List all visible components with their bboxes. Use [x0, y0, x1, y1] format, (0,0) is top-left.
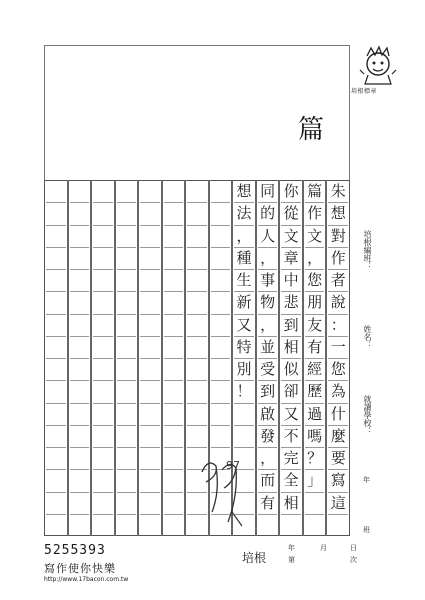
grid-row-line: [140, 514, 160, 515]
grid-row-line: [305, 447, 325, 448]
logo-caption: 培根標章: [351, 88, 378, 95]
grid-row-line: [70, 403, 90, 404]
grid-column-line: [278, 180, 280, 536]
essay-character: 你: [283, 182, 299, 201]
essay-character: ，: [260, 315, 276, 334]
grid-row-line: [258, 269, 278, 270]
grid-row-line: [46, 247, 66, 248]
grid-row-line: [187, 225, 207, 226]
essay-character: 為: [330, 382, 346, 401]
grid-row-line: [164, 358, 184, 359]
grid-row-line: [258, 469, 278, 470]
grid-row-line: [93, 269, 113, 270]
grid-row-line: [234, 202, 254, 203]
essay-character: 法: [236, 204, 252, 223]
grid-column-line: [90, 180, 92, 536]
essay-character: 對: [330, 226, 346, 245]
essay-character: 作: [330, 248, 346, 267]
grid-row-line: [140, 247, 160, 248]
grid-row-line: [46, 291, 66, 292]
grid-row-line: [46, 269, 66, 270]
grid-row-line: [140, 314, 160, 315]
grid-row-line: [281, 314, 301, 315]
grid-row-line: [164, 247, 184, 248]
essay-character: 又: [236, 315, 252, 334]
essay-character: 發: [260, 426, 276, 445]
grid-row-line: [305, 425, 325, 426]
essay-character: 似: [283, 360, 299, 379]
essay-character: 有: [260, 493, 276, 512]
essay-character: 到: [260, 382, 276, 401]
essay-character: 的: [260, 204, 276, 223]
grid-row-line: [281, 247, 301, 248]
essay-character: 而: [260, 471, 276, 490]
essay-character: ，: [236, 226, 252, 245]
essay-character: 寫: [330, 471, 346, 490]
grid-row-line: [117, 225, 137, 226]
grid-row-line: [46, 514, 66, 515]
grid-row-line: [258, 247, 278, 248]
grid-row-line: [70, 425, 90, 426]
grid-row-line: [305, 336, 325, 337]
grid-row-line: [211, 336, 231, 337]
essay-title: 篇: [298, 115, 325, 145]
grid-row-line: [93, 469, 113, 470]
grid-row-line: [211, 403, 231, 404]
grid-row-line: [281, 447, 301, 448]
header-frame: [44, 45, 350, 180]
essay-character: 想: [330, 204, 346, 223]
signature-text: 培根: [242, 551, 267, 565]
grid-row-line: [211, 202, 231, 203]
grid-row-line: [328, 247, 348, 248]
grid-row-line: [46, 403, 66, 404]
date-day-label: 日: [350, 544, 357, 552]
grid-row-line: [258, 380, 278, 381]
grid-row-line: [93, 247, 113, 248]
essay-character: 想: [236, 182, 252, 201]
grid-row-line: [258, 291, 278, 292]
grid-row-line: [164, 492, 184, 493]
grid-row-line: [117, 492, 137, 493]
grid-row-line: [140, 202, 160, 203]
grid-row-line: [328, 314, 348, 315]
essay-character: ，: [260, 248, 276, 267]
essay-character: 篇: [307, 182, 323, 201]
essay-character: 朋: [307, 293, 323, 312]
grid-row-line: [305, 514, 325, 515]
grid-row-line: [93, 492, 113, 493]
grid-row-line: [305, 403, 325, 404]
grid-row-line: [258, 447, 278, 448]
grid-row-line: [281, 291, 301, 292]
essay-character: 完: [283, 449, 299, 468]
grid-row-line: [46, 447, 66, 448]
grid-column-line: [137, 180, 139, 536]
score-value: 97: [226, 459, 240, 472]
essay-character: 過: [307, 404, 323, 423]
grid-column-line: [114, 180, 116, 536]
grid-row-line: [305, 358, 325, 359]
grid-row-line: [305, 492, 325, 493]
grid-row-line: [93, 291, 113, 292]
essay-character: ？: [307, 449, 323, 468]
grid-row-line: [70, 469, 90, 470]
grid-row-line: [46, 314, 66, 315]
grid-row-line: [46, 492, 66, 493]
grid-row-line: [70, 358, 90, 359]
grid-row-line: [328, 403, 348, 404]
grid-row-line: [187, 336, 207, 337]
grid-column-line: [325, 180, 327, 536]
grid-column-line: [302, 180, 304, 536]
grid-row-line: [187, 447, 207, 448]
grid-row-line: [211, 314, 231, 315]
grid-row-line: [328, 514, 348, 515]
grid-row-line: [258, 425, 278, 426]
essay-character: 相: [283, 337, 299, 356]
grid-row-line: [117, 514, 137, 515]
grid-row-line: [281, 514, 301, 515]
grid-row-line: [211, 291, 231, 292]
essay-character: ：: [330, 315, 346, 334]
essay-character: 友: [307, 315, 323, 334]
grid-row-line: [46, 225, 66, 226]
grid-row-line: [46, 425, 66, 426]
grid-row-line: [117, 291, 137, 292]
grid-row-line: [117, 358, 137, 359]
essay-character: 者: [330, 271, 346, 290]
grid-row-line: [305, 380, 325, 381]
grid-row-line: [258, 314, 278, 315]
grid-row-line: [93, 403, 113, 404]
essay-character: 什: [330, 404, 346, 423]
grid-row-line: [234, 336, 254, 337]
grid-row-line: [46, 358, 66, 359]
name-label: 姓名：: [363, 325, 372, 349]
grid-row-line: [211, 425, 231, 426]
grid-row-line: [140, 380, 160, 381]
grid-row-line: [328, 269, 348, 270]
grid-row-line: [70, 291, 90, 292]
grid-row-line: [164, 269, 184, 270]
grid-row-line: [164, 425, 184, 426]
grid-row-line: [187, 314, 207, 315]
grid-row-line: [281, 269, 301, 270]
essay-character: 受: [260, 360, 276, 379]
essay-character: 啟: [260, 404, 276, 423]
grid-row-line: [117, 314, 137, 315]
grid-row-line: [117, 447, 137, 448]
essay-character: 歷: [307, 382, 323, 401]
grid-row-line: [46, 380, 66, 381]
grid-row-line: [140, 269, 160, 270]
essay-character: 文: [307, 226, 323, 245]
grid-row-line: [305, 314, 325, 315]
grid-row-line: [70, 514, 90, 515]
grid-row-line: [234, 247, 254, 248]
grid-row-line: [281, 403, 301, 404]
grid-row-line: [93, 358, 113, 359]
grid-row-line: [281, 380, 301, 381]
grid-row-line: [281, 202, 301, 203]
essay-character: 並: [260, 337, 276, 356]
grid-row-line: [187, 269, 207, 270]
grid-row-line: [46, 469, 66, 470]
grid-row-line: [328, 225, 348, 226]
essay-character: 嗎: [307, 426, 323, 445]
grid-row-line: [93, 447, 113, 448]
grid-row-line: [140, 469, 160, 470]
essay-character: 生: [236, 271, 252, 290]
grid-row-line: [258, 225, 278, 226]
grid-row-line: [164, 514, 184, 515]
essay-character: 這: [330, 493, 346, 512]
essay-character: 作: [307, 204, 323, 223]
website-url: http://www.17bacon.com.tw: [44, 576, 129, 583]
grid-row-line: [140, 403, 160, 404]
essay-character: 麼: [330, 426, 346, 445]
grid-row-line: [117, 336, 137, 337]
grid-row-line: [281, 225, 301, 226]
essay-character: 要: [330, 449, 346, 468]
grid-row-line: [234, 358, 254, 359]
year-label: 年: [363, 476, 370, 484]
grid-row-line: [305, 225, 325, 226]
essay-character: 經: [307, 360, 323, 379]
grid-row-line: [305, 469, 325, 470]
essay-character: 相: [283, 493, 299, 512]
grid-row-line: [187, 403, 207, 404]
worksheet-code: 5255393: [44, 543, 106, 558]
grid-row-line: [234, 403, 254, 404]
grid-row-line: [93, 380, 113, 381]
school-label: 就讀學校：: [363, 395, 372, 435]
grid-row-line: [70, 314, 90, 315]
grid-row-line: [328, 447, 348, 448]
grid-row-line: [281, 358, 301, 359]
essay-character: 從: [283, 204, 299, 223]
grid-row-line: [258, 336, 278, 337]
grid-row-line: [70, 492, 90, 493]
grid-row-line: [211, 247, 231, 248]
essay-character: 種: [236, 248, 252, 267]
grid-row-line: [70, 336, 90, 337]
serial-suffix-label: 次: [350, 556, 357, 564]
grid-row-line: [211, 380, 231, 381]
essay-character: 別: [236, 360, 252, 379]
grid-row-line: [305, 247, 325, 248]
grid-row-line: [281, 425, 301, 426]
essay-character: 同: [260, 182, 276, 201]
grid-row-line: [164, 403, 184, 404]
grid-row-line: [328, 336, 348, 337]
grid-row-line: [328, 291, 348, 292]
grid-row-line: [328, 358, 348, 359]
grid-row-line: [140, 447, 160, 448]
serial-prefix-label: 第: [288, 556, 295, 564]
date-year-label: 年: [288, 544, 295, 552]
grid-column-line: [184, 180, 186, 536]
grid-row-line: [328, 380, 348, 381]
grid-row-line: [234, 425, 254, 426]
grid-row-line: [281, 469, 301, 470]
essay-character: 事: [260, 271, 276, 290]
essay-character: 」: [307, 471, 323, 490]
grid-row-line: [305, 202, 325, 203]
grid-row-line: [140, 492, 160, 493]
grid-row-line: [46, 202, 66, 203]
grid-row-line: [234, 380, 254, 381]
essay-character: ，: [307, 248, 323, 267]
grid-row-line: [140, 225, 160, 226]
grid-row-line: [281, 336, 301, 337]
essay-character: 全: [283, 471, 299, 490]
grid-row-line: [70, 202, 90, 203]
grid-row-line: [187, 380, 207, 381]
grid-row-line: [211, 358, 231, 359]
essay-character: 您: [307, 271, 323, 290]
essay-character: ，: [260, 449, 276, 468]
essay-character: 又: [283, 404, 299, 423]
grid-row-line: [117, 247, 137, 248]
grid-row-line: [211, 225, 231, 226]
grid-row-line: [234, 314, 254, 315]
grid-row-line: [164, 225, 184, 226]
essay-character: 朱: [330, 182, 346, 201]
grid-row-line: [258, 514, 278, 515]
grid-row-line: [164, 314, 184, 315]
grid-row-line: [117, 425, 137, 426]
grid-row-line: [234, 225, 254, 226]
grid-row-line: [328, 492, 348, 493]
grid-row-line: [117, 269, 137, 270]
grid-row-line: [258, 492, 278, 493]
grid-row-line: [164, 336, 184, 337]
essay-character: 不: [283, 426, 299, 445]
grid-row-line: [140, 336, 160, 337]
grid-row-line: [140, 425, 160, 426]
grid-row-line: [234, 291, 254, 292]
grid-row-line: [211, 269, 231, 270]
grid-row-line: [187, 291, 207, 292]
grid-row-line: [70, 269, 90, 270]
grid-row-line: [93, 225, 113, 226]
grid-row-line: [46, 336, 66, 337]
grid-row-line: [93, 425, 113, 426]
grid-row-line: [117, 469, 137, 470]
grid-row-line: [93, 202, 113, 203]
grid-row-line: [328, 202, 348, 203]
grid-row-line: [117, 403, 137, 404]
essay-character: 物: [260, 293, 276, 312]
grid-row-line: [70, 447, 90, 448]
essay-character: 新: [236, 293, 252, 312]
grid-row-line: [281, 492, 301, 493]
essay-character: 卻: [283, 382, 299, 401]
grid-row-line: [258, 202, 278, 203]
grid-column-line: [255, 180, 257, 536]
grid-row-line: [140, 358, 160, 359]
grid-row-line: [164, 469, 184, 470]
essay-character: 到: [283, 315, 299, 334]
grid-row-line: [328, 425, 348, 426]
grid-row-line: [93, 336, 113, 337]
essay-character: 文: [283, 226, 299, 245]
essay-character: 說: [330, 293, 346, 312]
grid-row-line: [164, 380, 184, 381]
grid-column-line: [67, 180, 69, 536]
essay-character: 中: [283, 271, 299, 290]
essay-character: 悲: [283, 293, 299, 312]
grid-row-line: [164, 447, 184, 448]
class-label: 培根編班：: [363, 230, 372, 270]
grid-row-line: [234, 269, 254, 270]
grid-row-line: [140, 291, 160, 292]
grid-row-line: [70, 225, 90, 226]
grid-row-line: [164, 202, 184, 203]
essay-character: 有: [307, 337, 323, 356]
grid-row-line: [187, 425, 207, 426]
class-suffix-label: 班: [363, 526, 370, 534]
essay-character: 一: [330, 337, 346, 356]
grid-row-line: [187, 358, 207, 359]
bacon-mascot-logo: [357, 44, 399, 88]
grid-row-line: [258, 358, 278, 359]
grid-row-line: [93, 514, 113, 515]
essay-character: 特: [236, 337, 252, 356]
grid-row-line: [70, 247, 90, 248]
essay-character: 章: [283, 248, 299, 267]
grid-row-line: [234, 447, 254, 448]
grid-row-line: [187, 247, 207, 248]
grid-row-line: [93, 314, 113, 315]
essay-character: 人: [260, 226, 276, 245]
grid-row-line: [305, 291, 325, 292]
essay-character: ！: [236, 382, 252, 401]
grid-row-line: [328, 469, 348, 470]
grid-row-line: [70, 380, 90, 381]
essay-character: 您: [330, 360, 346, 379]
brand-slogan: 寫作使你快樂: [44, 562, 116, 575]
grid-row-line: [164, 291, 184, 292]
grid-row-line: [187, 202, 207, 203]
grid-row-line: [258, 403, 278, 404]
grid-row-line: [211, 447, 231, 448]
teacher-score-scribble: [198, 452, 248, 532]
date-month-label: 月: [320, 544, 327, 552]
grid-row-line: [305, 269, 325, 270]
grid-column-line: [161, 180, 163, 536]
grid-row-line: [117, 380, 137, 381]
grid-row-line: [117, 202, 137, 203]
